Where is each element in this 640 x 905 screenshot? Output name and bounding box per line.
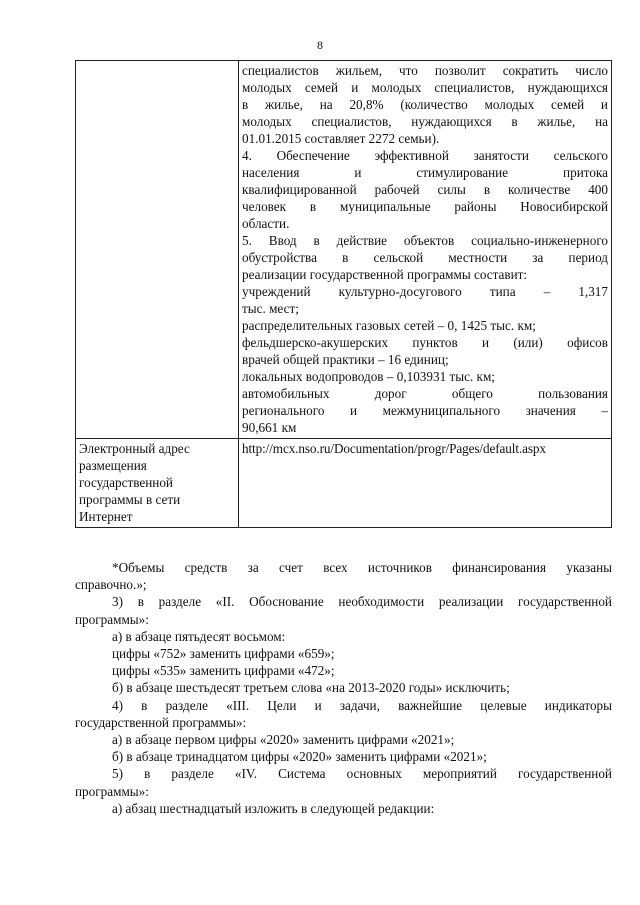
internet-address-value-cell	[239, 439, 612, 528]
expected-results-cell	[239, 61, 612, 439]
text-line: учреждений культурно-досугового типа – 1,317	[242, 284, 608, 299]
text-line: 90,661 км	[242, 420, 297, 435]
text-line: распределительных газовых сетей – 0, 1425 тыс. км;	[242, 318, 536, 333]
internet-address-label-cell	[76, 439, 239, 528]
text-line: человек в муниципальные районы Новосибирской	[242, 199, 608, 214]
paragraph-item-5-cont: программы»:	[75, 783, 149, 799]
text-line: программы в сети	[79, 492, 181, 507]
text-line: регионального и межмуниципального значения –	[242, 403, 608, 418]
paragraph-subitem: а) в абзаце пятьдесят восьмом:	[112, 628, 286, 644]
table-row	[76, 61, 612, 439]
paragraph-item-4-cont: государственной программы»:	[75, 714, 247, 730]
text-line: области.	[242, 216, 290, 231]
paragraph-subitem: б) в абзаце шестьдесят третьем слова «на 2013-2020 годы» исключить;	[112, 680, 510, 696]
text-line: обустройства в сельской местности за период	[242, 250, 608, 265]
document-body	[75, 559, 612, 817]
text-line: в жилье, на 20,8% (количество молодых семей и	[242, 97, 608, 112]
text-line: молодых семей и молодых специалистов, нуждающихся	[242, 80, 608, 95]
paragraph-item-3: 3) в разделе «II. Обоснование необходимости реализации государственной	[112, 594, 612, 610]
text-line: тыс. мест;	[242, 301, 299, 316]
text-line: врачей общей практики – 16 единиц;	[242, 352, 449, 367]
paragraph-footnote-cont: справочно.»;	[75, 577, 147, 593]
paragraph-subitem: а) в абзаце первом цифры «2020» заменить цифрами «2021»;	[112, 732, 455, 748]
text-line: квалифицированной рабочей силы в количестве 400	[242, 182, 608, 197]
text-line: Электронный адрес	[79, 441, 190, 456]
program-passport-table	[75, 60, 612, 528]
text-line: специалистов жильем, что позволит сократить число	[242, 63, 608, 78]
text-line: молодых специалистов, нуждающихся в жилье, на	[242, 114, 608, 129]
text-line: автомобильных дорог общего пользования	[242, 386, 608, 401]
text-line: размещения	[79, 458, 147, 473]
paragraph-item-4: 4) в разделе «III. Цели и задачи, важнейшие целевые индикаторы	[112, 697, 612, 713]
text-line: населения и стимулирование притока	[242, 165, 608, 180]
paragraph-item-5: 5) в разделе «IV. Система основных мероприятий государственной	[112, 766, 612, 782]
program-url-link[interactable]: http://mcx.nso.ru/Documentation/progr/Pages/default.aspx	[242, 441, 546, 456]
text-line: локальных водопроводов – 0,103931 тыс. км;	[242, 369, 495, 384]
paragraph-footnote: *Объемы средств за счет всех источников финансирования указаны	[112, 560, 612, 575]
text-line: Интернет	[79, 509, 133, 524]
text-line: фельдшерско-акушерских пунктов и (или) офисов	[242, 335, 608, 350]
paragraph-subitem: б) в абзаце тринадцатом цифры «2020» заменить цифрами «2021»;	[112, 749, 487, 765]
text-line: 5. Ввод в действие объектов социально-инженерного	[242, 233, 608, 248]
table-row	[76, 439, 612, 528]
table-cell-empty	[76, 61, 239, 439]
paragraph-subitem: а) абзац шестнадцатый изложить в следующей редакции:	[112, 800, 435, 816]
paragraph-item-3-cont: программы»:	[75, 611, 149, 627]
page-number: 8	[317, 38, 323, 52]
text-line: 4. Обеспечение эффективной занятости сельского	[242, 148, 608, 163]
text-line: реализации государственной программы составит:	[242, 267, 528, 282]
paragraph-subitem: цифры «752» заменить цифрами «659»;	[112, 646, 335, 662]
paragraph-subitem: цифры «535» заменить цифрами «472»;	[112, 663, 335, 679]
text-line: государственной	[79, 475, 173, 490]
text-line: 01.01.2015 составляет 2272 семьи).	[242, 131, 440, 146]
